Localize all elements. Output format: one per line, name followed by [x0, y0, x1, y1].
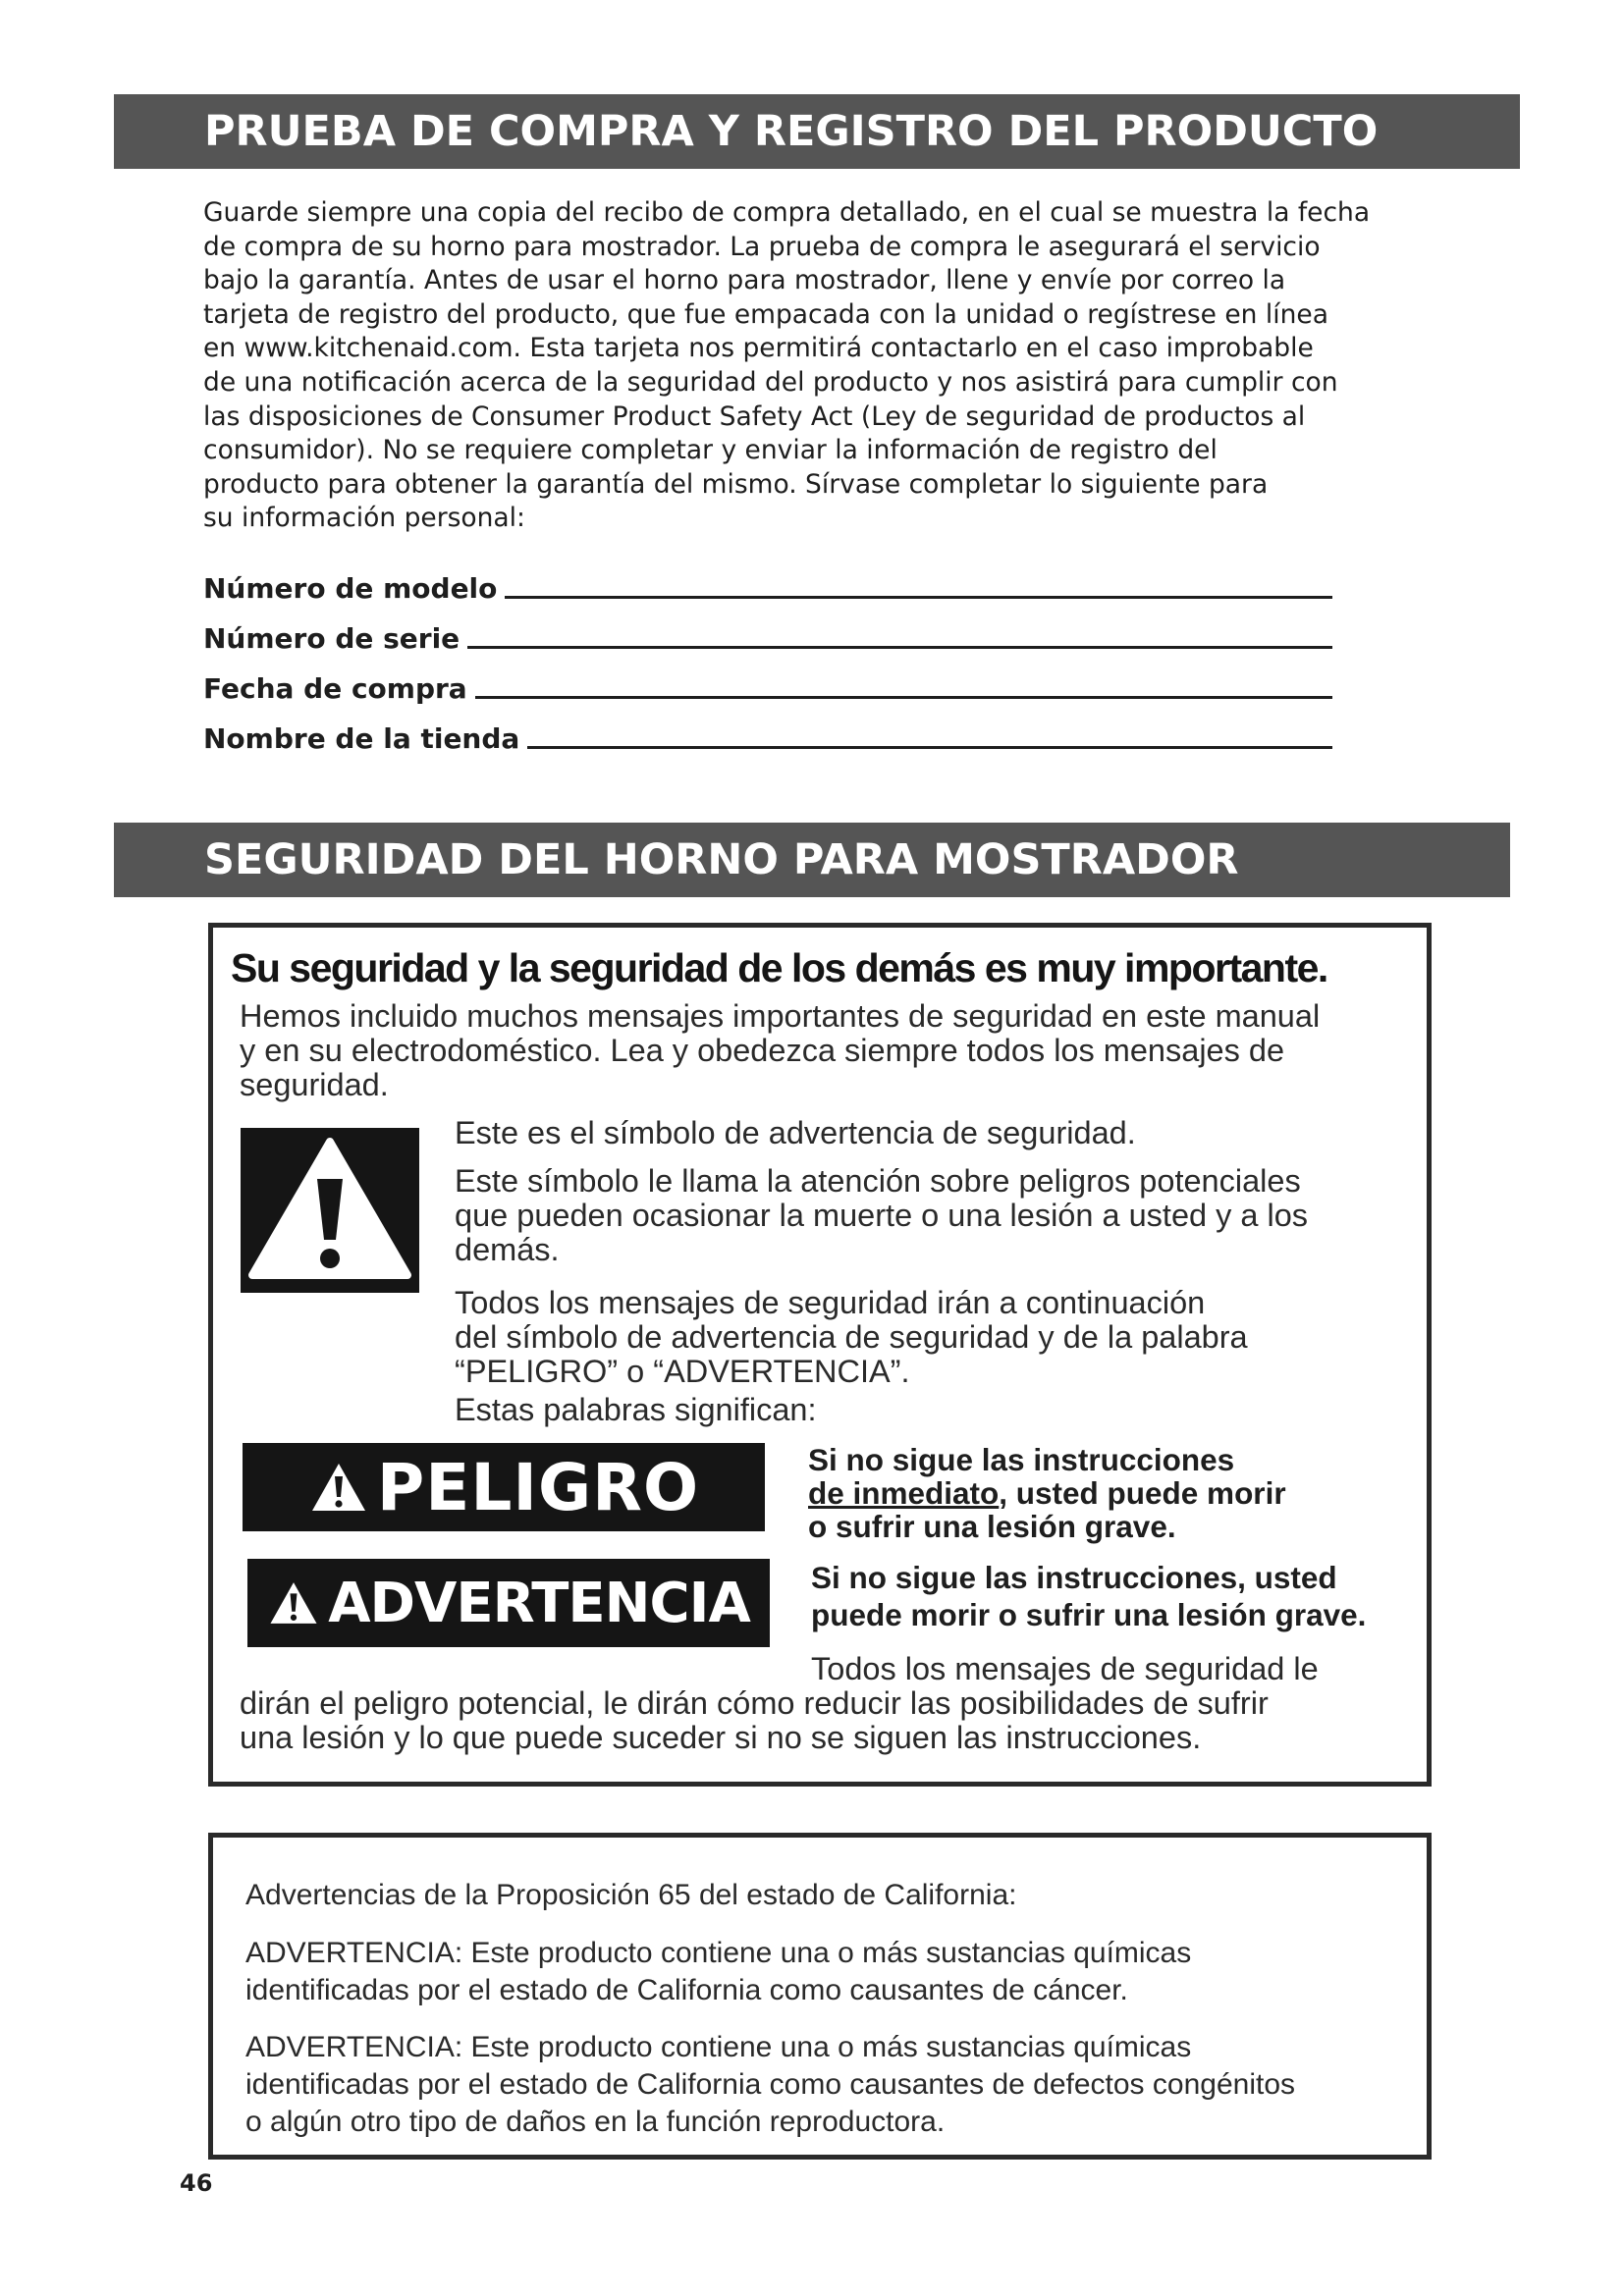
closing-line: Todos los mensajes de seguridad le: [811, 1651, 1319, 1686]
signal-description-line: Todos los mensajes de seguridad irán a continuación: [455, 1285, 1206, 1320]
prop65-heading: Advertencias de la Proposición 65 del estado de California:: [245, 1879, 1017, 1911]
serial-number-blank[interactable]: [467, 646, 1332, 649]
intro-line: su información personal:: [203, 503, 525, 534]
advertencia-line: puede morir o sufrir una lesión grave.: [811, 1597, 1367, 1632]
symbol-title: Este es el símbolo de advertencia de seguridad.: [455, 1115, 1136, 1150]
signal-description-line: del símbolo de advertencia de seguridad y de la palabra: [455, 1319, 1248, 1355]
safety-intro-line: Hemos incluido muchos mensajes importantes de seguridad en este manual: [240, 998, 1321, 1034]
prop65-warning-reproductive: [245, 2029, 1295, 2141]
closing-line: una lesión y lo que puede suceder si no se siguen las instrucciones.: [240, 1720, 1202, 1755]
symbol-description-line: Este símbolo le llama la atención sobre peligros potenciales: [455, 1163, 1301, 1199]
intro-line: producto para obtener la garantía del mismo. Sírvase completar lo siguiente para: [203, 468, 1269, 500]
intro-line: de compra de su horno para mostrador. La prueba de compra le asegurará el servicio: [203, 231, 1321, 262]
peligro-label: PELIGRO: [376, 1449, 700, 1525]
closing-line: dirán el peligro potencial, le dirán cómo reducir las posibilidades de sufrir: [240, 1685, 1269, 1721]
prop65-line: identificadas por el estado de California como causantes de defectos congénitos: [245, 2068, 1295, 2101]
symbol-description-line: que pueden ocasionar la muerte o una lesión a usted y a los: [455, 1198, 1309, 1233]
signal-word-description: [455, 1286, 1248, 1389]
intro-line: tarjeta de registro del producto, que fue empacada con la unidad o regístrese en línea: [203, 298, 1328, 330]
prop65-line: identificadas por el estado de California como causantes de cáncer.: [245, 1974, 1128, 2006]
symbol-description: [455, 1164, 1308, 1267]
warning-triangle-icon: [267, 1578, 320, 1628]
signal-description-line: “PELIGRO” o “ADVERTENCIA”.: [455, 1354, 910, 1389]
purchase-date-label: Fecha de compra: [203, 672, 467, 705]
prop65-warning-cancer: [245, 1935, 1191, 2009]
advertencia-line: Si no sigue las instrucciones, usted: [811, 1560, 1337, 1595]
advertencia-signal-bar: [247, 1559, 770, 1647]
model-number-label: Número de modelo: [203, 572, 498, 605]
symbol-description-line: demás.: [455, 1232, 560, 1267]
safety-section-title: SEGURIDAD DEL HORNO PARA MOSTRADOR: [114, 823, 1510, 897]
safety-intro-line: seguridad.: [240, 1067, 389, 1102]
model-number-field[interactable]: [203, 565, 1332, 605]
purchase-date-field[interactable]: [203, 666, 1332, 705]
closing-paragraph: [240, 1686, 1269, 1755]
peligro-signal-bar: [243, 1443, 765, 1531]
safety-box-title: Su seguridad y la seguridad de los demás es muy importante.: [231, 945, 1327, 990]
store-name-field[interactable]: [203, 716, 1332, 755]
prop65-line: o algún otro tipo de daños en la función reproductora.: [245, 2106, 946, 2138]
store-name-label: Nombre de la tienda: [203, 722, 520, 755]
prop65-line: ADVERTENCIA: Este producto contiene una o más sustancias químicas: [245, 2031, 1192, 2063]
advertencia-label: ADVERTENCIA: [328, 1571, 750, 1635]
intro-line: consumidor). No se requiere completar y enviar la información de registro del: [203, 435, 1218, 466]
intro-line: en www.kitchenaid.com. Esta tarjeta nos permitirá contactarlo en el caso improbable: [203, 333, 1314, 364]
peligro-line: [808, 1476, 1286, 1510]
serial-number-field[interactable]: [203, 615, 1332, 655]
purchase-section-title: PRUEBA DE COMPRA Y REGISTRO DEL PRODUCTO: [114, 94, 1520, 169]
peligro-line: o sufrir una lesión grave.: [808, 1509, 1176, 1544]
peligro-line-rest: , usted puede morir: [999, 1475, 1286, 1511]
intro-line: Guarde siempre una copia del recibo de compra detallado, en el cual se muestra la fecha: [203, 197, 1371, 228]
advertencia-description: [811, 1559, 1366, 1633]
warning-triangle-icon: [308, 1460, 369, 1515]
safety-info-box: [208, 923, 1432, 1787]
prop65-line: ADVERTENCIA: Este producto contiene una o más sustancias químicas: [245, 1937, 1192, 1969]
purchase-date-blank[interactable]: [475, 696, 1332, 699]
store-name-blank[interactable]: [527, 746, 1332, 749]
peligro-line: Si no sigue las instrucciones: [808, 1442, 1235, 1477]
safety-intro: [240, 999, 1320, 1102]
peligro-description: [808, 1443, 1286, 1543]
serial-number-label: Número de serie: [203, 622, 460, 655]
safety-alert-symbol: [241, 1128, 419, 1293]
intro-line: de una notificación acerca de la seguridad del producto y nos asistirá para cumplir con: [203, 366, 1338, 398]
words-mean-label: Estas palabras significan:: [455, 1392, 817, 1427]
prop65-warning-box: [208, 1833, 1432, 2160]
purchase-intro-paragraph: [203, 196, 1381, 536]
intro-line: las disposiciones de Consumer Product Safety Act (Ley de seguridad de productos al: [203, 400, 1306, 432]
model-number-blank[interactable]: [505, 596, 1332, 599]
page-number: 46: [180, 2169, 213, 2197]
intro-line: bajo la garantía. Antes de usar el horno para mostrador, llene y envíe por correo la: [203, 265, 1286, 296]
peligro-underlined-text: de inmediato: [808, 1475, 1000, 1511]
safety-intro-line: y en su electrodoméstico. Lea y obedezca siempre todos los mensajes de: [240, 1033, 1285, 1068]
warning-triangle-icon: [241, 1128, 419, 1293]
